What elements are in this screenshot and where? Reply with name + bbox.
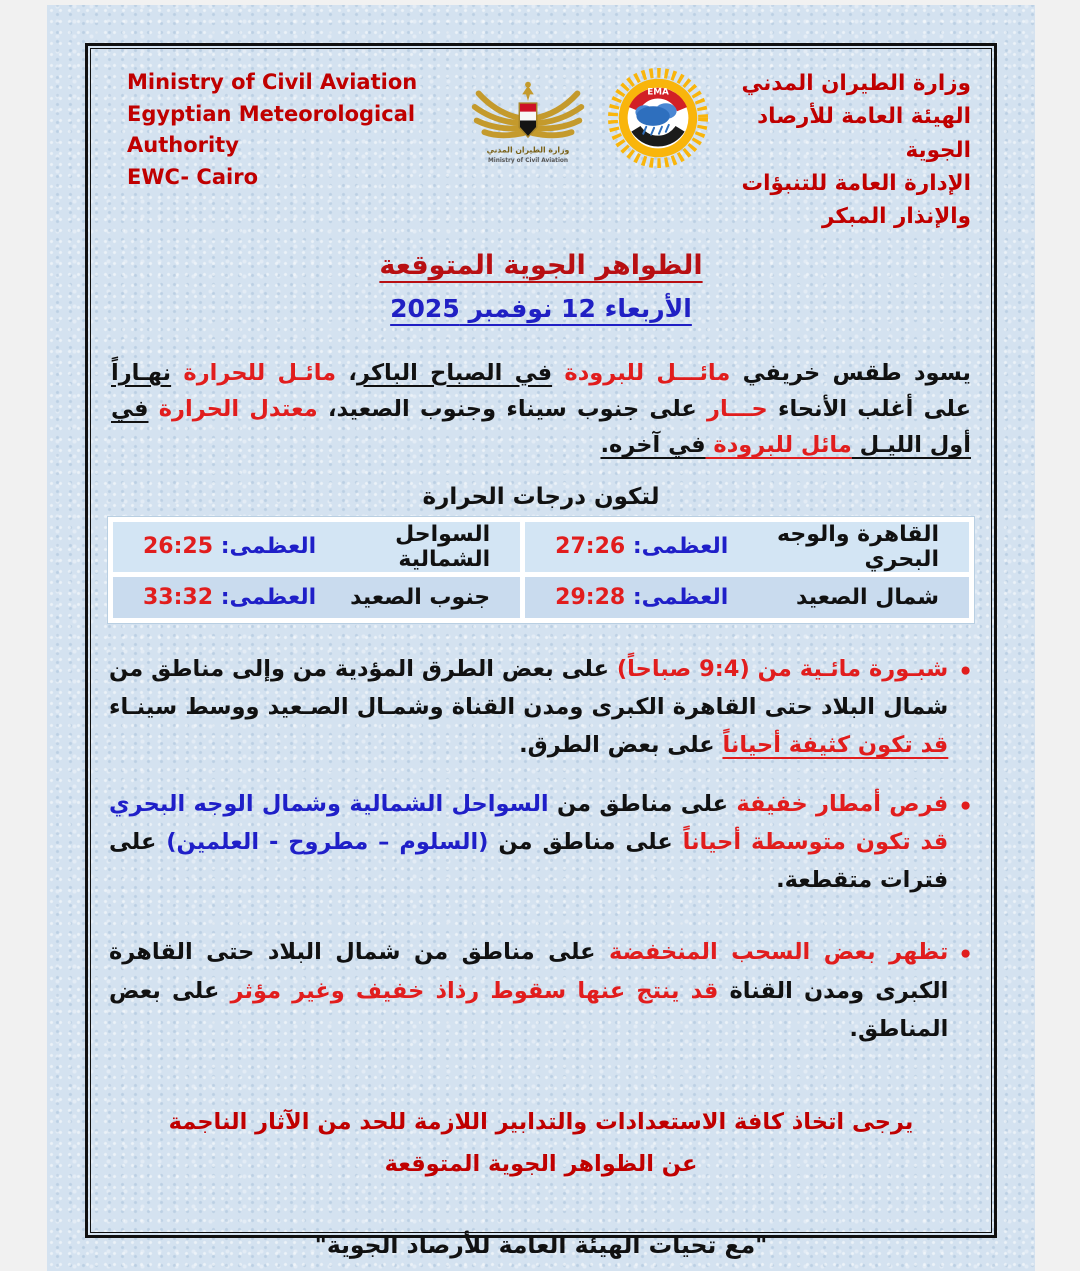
- precautions-notice: [107, 1102, 975, 1185]
- list-item-fog: • شبـورة مائـية من (9:4 صباحاً) على بعض الطرق المؤدية من وإلى مناطق من شمال البلاد حتى القاهرة الكبرى ومدن القناة وشمـال الصـعيد ووسط سينـاء قد تكون كثيفة أحياناً على بعض الطرق.: [109, 650, 973, 765]
- list-item-rain: • فرص أمطار خفيفة على مناطق من السواحل الشمالية وشمال الوجه البحري قد تكون متوسطة أحياناً على مناطق من (السلوم – مطروح - العلمين) على فترات متقطعة.: [109, 785, 973, 900]
- bullet-icon: •: [958, 793, 973, 820]
- temp-cell: [113, 522, 520, 572]
- region-name: جنوب الصعيد: [350, 584, 491, 610]
- max-value: 33:32: [143, 584, 214, 610]
- max-label: العظمى:: [632, 584, 729, 610]
- header-english: [127, 67, 465, 193]
- max-value: 29:28: [555, 584, 626, 610]
- temp-cell: [525, 522, 969, 572]
- header-arabic: [721, 67, 975, 234]
- border-frame: [85, 43, 997, 1260]
- bulletin-content: [90, 48, 992, 1260]
- max-label: العظمى:: [632, 534, 729, 560]
- ema-sun-logo-icon: [607, 67, 709, 169]
- moca-caption-english: Ministry of Civil Aviation: [487, 158, 569, 165]
- precautions-line: يرجى اتخاذ كافة الاستعدادات والتدابير اللازمة للحد من الآثار الناجمة: [168, 1109, 914, 1136]
- bullet-icon: •: [958, 942, 973, 969]
- region-name: السواحل الشمالية: [395, 521, 491, 572]
- table-row: [113, 522, 969, 572]
- temp-cell: [113, 577, 520, 618]
- max-label: العظمى:: [220, 584, 317, 610]
- closing-greeting: "مع تحيات الهيئة العامة للأرصاد الجوية": [314, 1231, 768, 1260]
- header-arabic-line: وزارة الطيران المدني: [741, 71, 971, 96]
- bullet-icon: •: [958, 658, 973, 685]
- eagle-crest-icon: [522, 82, 534, 101]
- header: [107, 67, 975, 234]
- moca-caption-arabic: وزارة الطيران المدني: [486, 145, 570, 155]
- region-name: القاهرة والوجه البحري: [777, 521, 939, 572]
- header-english-line: Egyptian Meteorological Authority: [127, 101, 416, 157]
- forecast-date: الأربعاء 12 نوفمبر 2025: [390, 293, 692, 323]
- header-arabic-line: الهيئة العامة للأرصاد الجوية: [757, 104, 971, 163]
- temperatures-heading: لتكون درجات الحرارة: [422, 483, 660, 510]
- temp-cell: [525, 577, 969, 618]
- temperature-table: [107, 516, 975, 624]
- max-value: 27:26: [555, 534, 626, 560]
- phenomena-list: [109, 650, 973, 1048]
- weather-summary: يسود طقس خريفي مائـــل للبرودة في الصباح الباكر، مائـل للحرارة نهـاراً على أغلب الأنحاء حـــار على جنوب سيناء وجنوب الصعيد، معتدل الحرارة في أول الليـل مائل للبرودة في آخره.: [111, 359, 972, 459]
- list-item-clouds: • تظهر بعض السحب المنخفضة على مناطق من شمال البلاد حتى القاهرة الكبرى ومدن القناة قد ينتج عنها سقوط رذاذ خفيف وغير مؤثر على بعض المناطق.: [109, 933, 973, 1048]
- bulletin-photo: [47, 5, 1035, 1271]
- header-english-line: Ministry of Civil Aviation: [127, 70, 418, 94]
- region-name: شمال الصعيد: [796, 584, 939, 610]
- civil-aviation-wings-logo-icon: [465, 69, 591, 173]
- table-row: [113, 577, 969, 618]
- header-arabic-line: الإدارة العامة للتنبؤات والإنذار المبكر: [741, 170, 971, 230]
- ema-logo-label: EMA: [647, 87, 669, 98]
- header-english-line: EWC- Cairo: [127, 164, 258, 189]
- max-label: العظمى:: [220, 534, 317, 560]
- page-title: الظواهر الجوية المتوقعة: [379, 249, 703, 281]
- max-value: 26:25: [143, 534, 214, 560]
- precautions-line: عن الظواهر الجوية المتوقعة: [384, 1150, 698, 1177]
